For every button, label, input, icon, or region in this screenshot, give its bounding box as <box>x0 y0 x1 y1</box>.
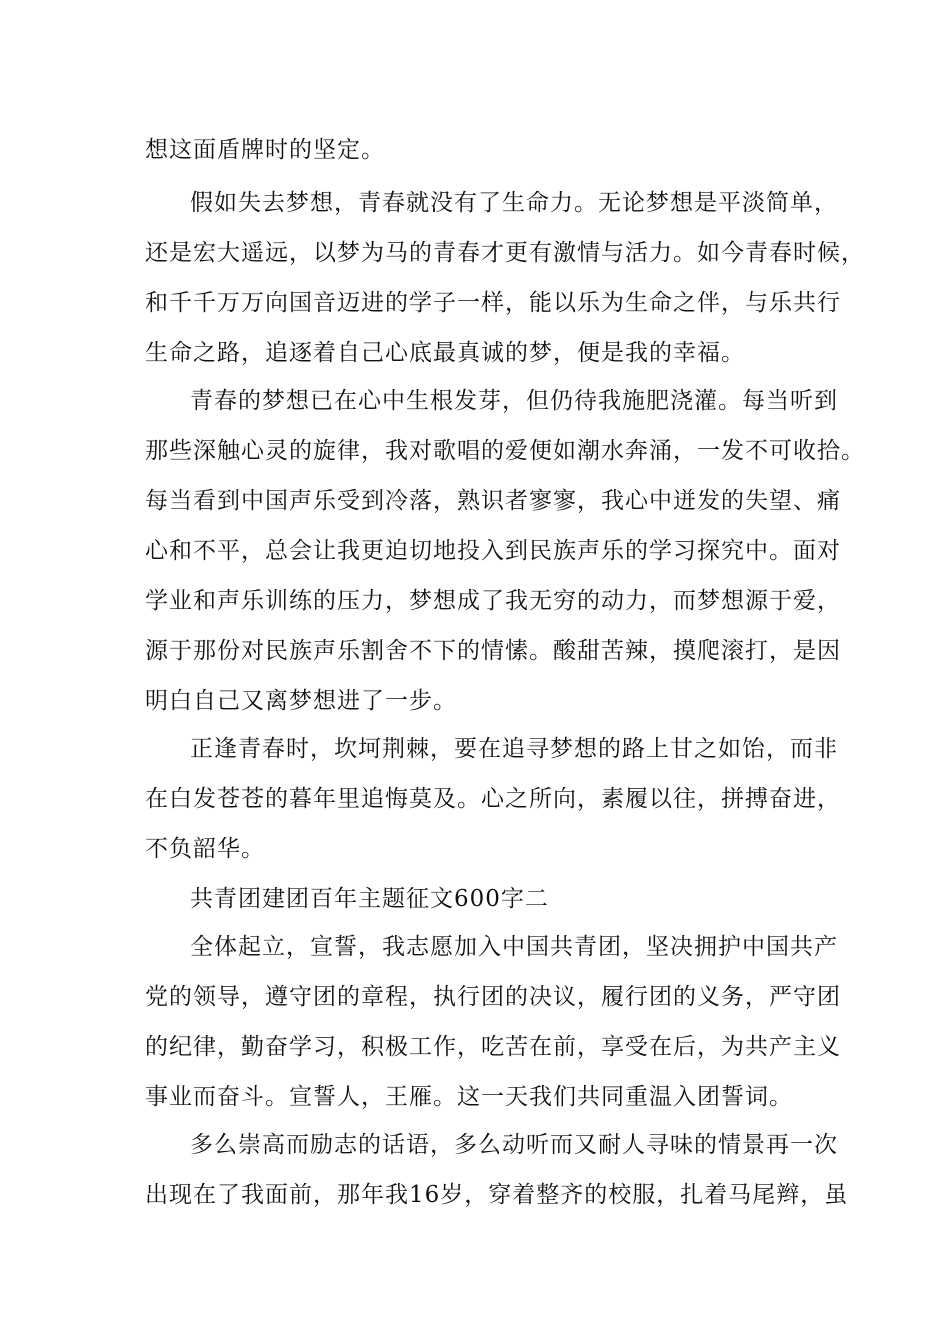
paragraph-line: 生命之路，追逐着自己心底最真诚的梦，便是我的幸福。 <box>145 340 745 366</box>
paragraph-line: 多么崇高而励志的话语，多么动听而又耐人寻味的情景再一次 <box>190 1132 838 1158</box>
paragraph-line: 全体起立，宣誓，我志愿加入中国共青团，坚决拥护中国共产 <box>190 934 838 960</box>
paragraph-line: 党的领导，遵守团的章程，执行团的决议，履行团的义务，严守团 <box>145 984 841 1010</box>
paragraph-line: 不负韶华。 <box>145 836 265 862</box>
section-heading: 共青团建团百年主题征文600字二 <box>190 886 549 912</box>
paragraph-line: 学业和声乐训练的压力，梦想成了我无穷的动力，而梦想源于爱， <box>145 588 841 614</box>
paragraph-line: 源于那份对民族声乐割舍不下的情愫。酸甜苦辣，摸爬滚打，是因 <box>145 638 841 664</box>
paragraph-line: 每当看到中国声乐受到冷落，熟识者寥寥，我心中迸发的失望、痛 <box>145 488 841 514</box>
paragraph-line: 青春的梦想已在心中生根发芽，但仍待我施肥浇灌。每当听到 <box>190 388 838 414</box>
paragraph-line: 正逢青春时，坎坷荆棘，要在追寻梦想的路上甘之如饴，而非 <box>190 736 838 762</box>
paragraph-line: 还是宏大遥远，以梦为马的青春才更有激情与活力。如今青春时候， <box>145 240 865 266</box>
paragraph-line: 的纪律，勤奋学习，积极工作，吃苦在前，享受在后，为共产主义 <box>145 1034 841 1060</box>
paragraph-line: 出现在了我面前，那年我16岁，穿着整齐的校服，扎着马尾辫，虽 <box>145 1182 849 1208</box>
paragraph-line: 事业而奋斗。宣誓人，王雁。这一天我们共同重温入团誓词。 <box>145 1084 793 1110</box>
paragraph-line: 假如失去梦想，青春就没有了生命力。无论梦想是平淡简单， <box>190 190 838 216</box>
paragraph-line: 心和不平，总会让我更迫切地投入到民族声乐的学习探究中。面对 <box>145 538 841 564</box>
paragraph-line: 和千千万万向国音迈进的学子一样，能以乐为生命之伴，与乐共行 <box>145 290 841 316</box>
paragraph-line: 想这面盾牌时的坚定。 <box>145 137 385 163</box>
paragraph-line: 明白自己又离梦想进了一步。 <box>145 688 457 714</box>
paragraph-line: 那些深触心灵的旋律，我对歌唱的爱便如潮水奔涌，一发不可收拾。 <box>145 438 865 464</box>
paragraph-line: 在白发苍苍的暮年里追悔莫及。心之所向，素履以往，拼搏奋进， <box>145 786 841 812</box>
